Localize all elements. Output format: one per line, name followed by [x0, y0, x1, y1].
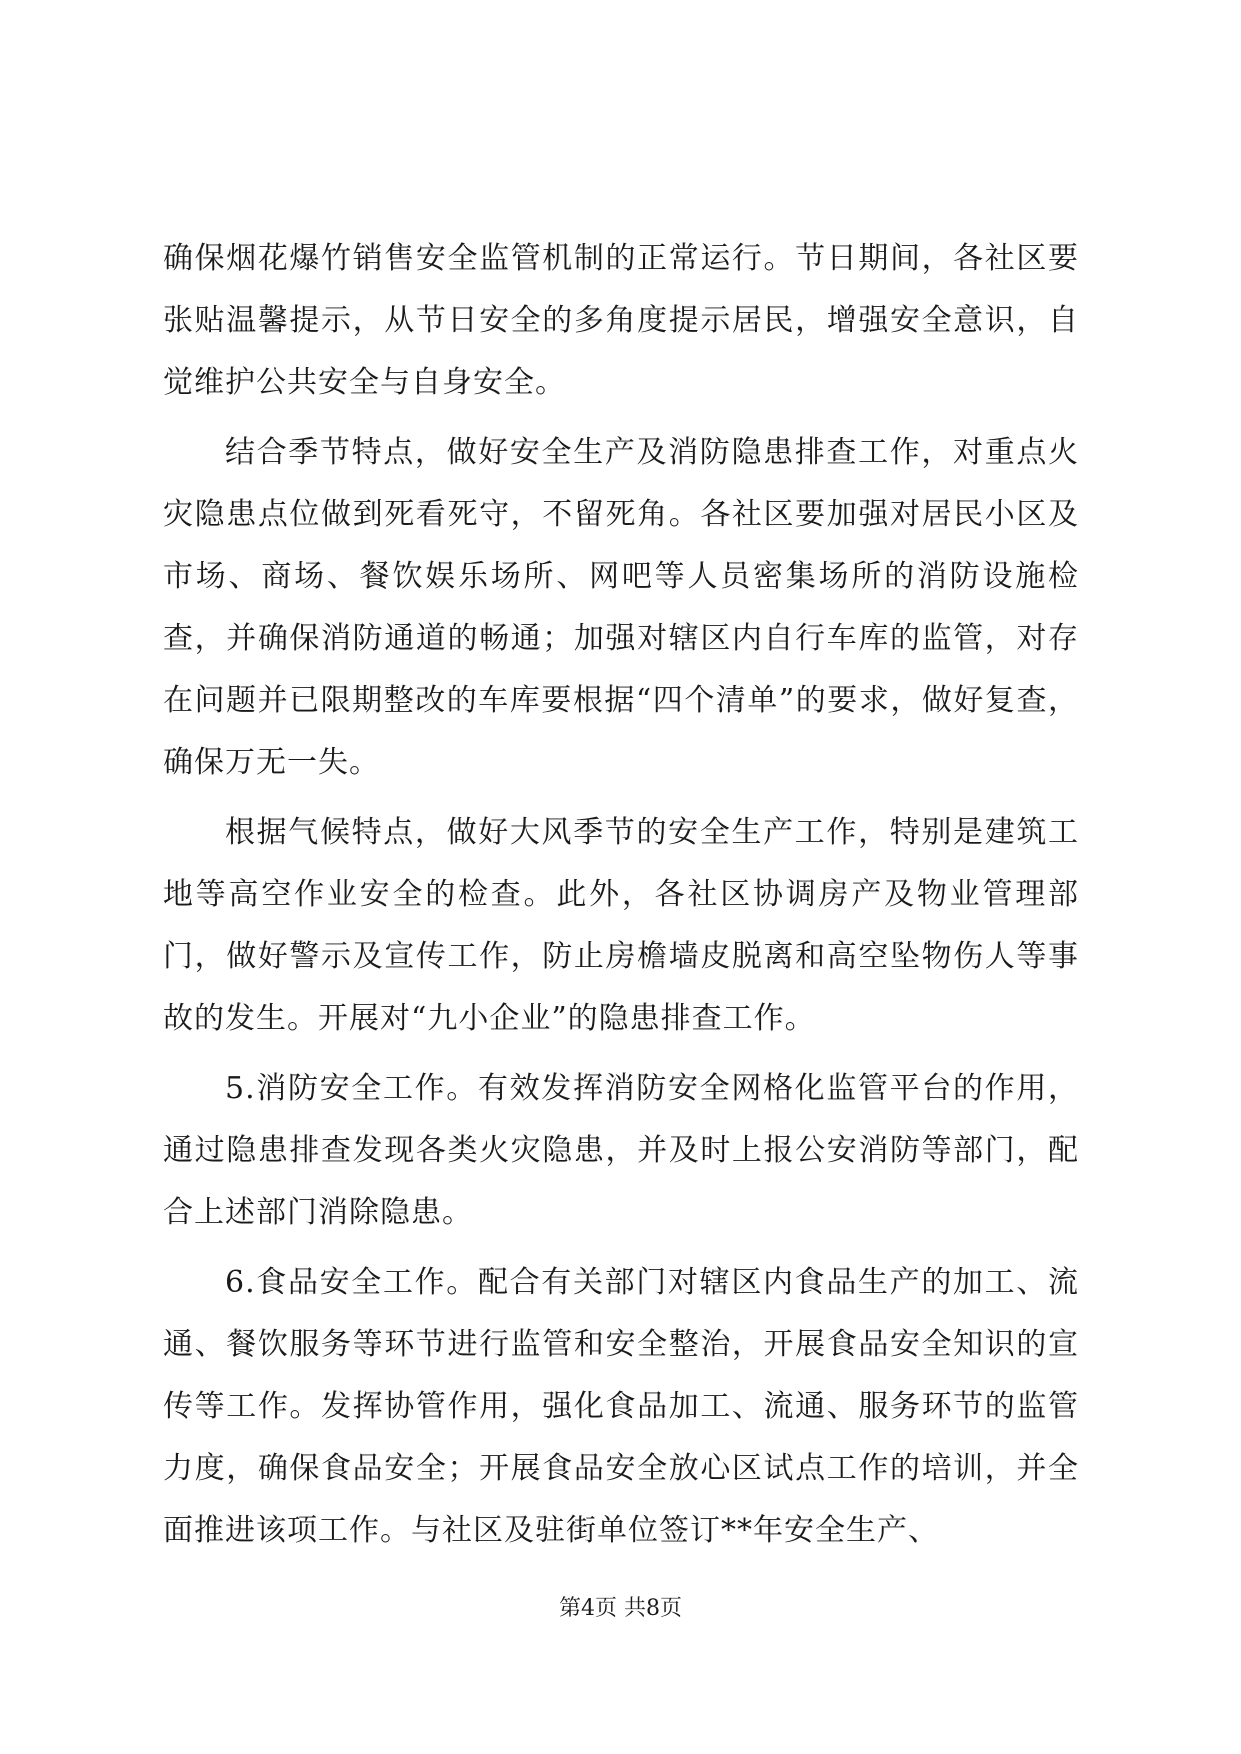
paragraph-3: 根据气候特点，做好大风季节的安全生产工作，特别是建筑工地等高空作业安全的检查。此外，各社区协调房产及物业管理部门，做好警示及宣传工作，防止房檐墙皮脱离和高空坠物伤人等事故的发生。开展对“九小企业”的隐患排查工作。 — [163, 815, 1079, 1036]
page-footer: 第4页 共8页 — [559, 1596, 682, 1621]
paragraph-2: 结合季节特点，做好安全生产及消防隐患排查工作，对重点火灾隐患点位做到死看死守，不留死角。各社区要加强对居民小区及市场、商场、餐饮娱乐场所、网吧等人员密集场所的消防设施检查，并确保消防通道的畅通；加强对辖区内自行车库的监管，对存在问题并已限期整改的车库要根据“四个清单”的要求，做好复查，确保万无一失。 — [163, 435, 1079, 780]
paragraph-4-fire-safety: 5.消防安全工作。有效发挥消防安全网格化监管平台的作用，通过隐患排查发现各类火灾隐患，并及时上报公安消防等部门，配合上述部门消除隐患。 — [163, 1071, 1079, 1230]
paragraph-5-food-safety: 6.食品安全工作。配合有关部门对辖区内食品生产的加工、流通、餐饮服务等环节进行监管和安全整治，开展食品安全知识的宣传等工作。发挥协管作用，强化食品加工、流通、服务环节的监管力度，确保食品安全；开展食品安全放心区试点工作的培训，并全面推进该项工作。与社区及驻街单位签订**年安全生产、 — [163, 1265, 1079, 1548]
paragraph-1: 确保烟花爆竹销售安全监管机制的正常运行。节日期间，各社区要张贴温馨提示，从节日安全的多角度提示居民，增强安全意识，自觉维护公共安全与自身安全。 — [163, 241, 1079, 400]
document-body — [163, 228, 1079, 1562]
